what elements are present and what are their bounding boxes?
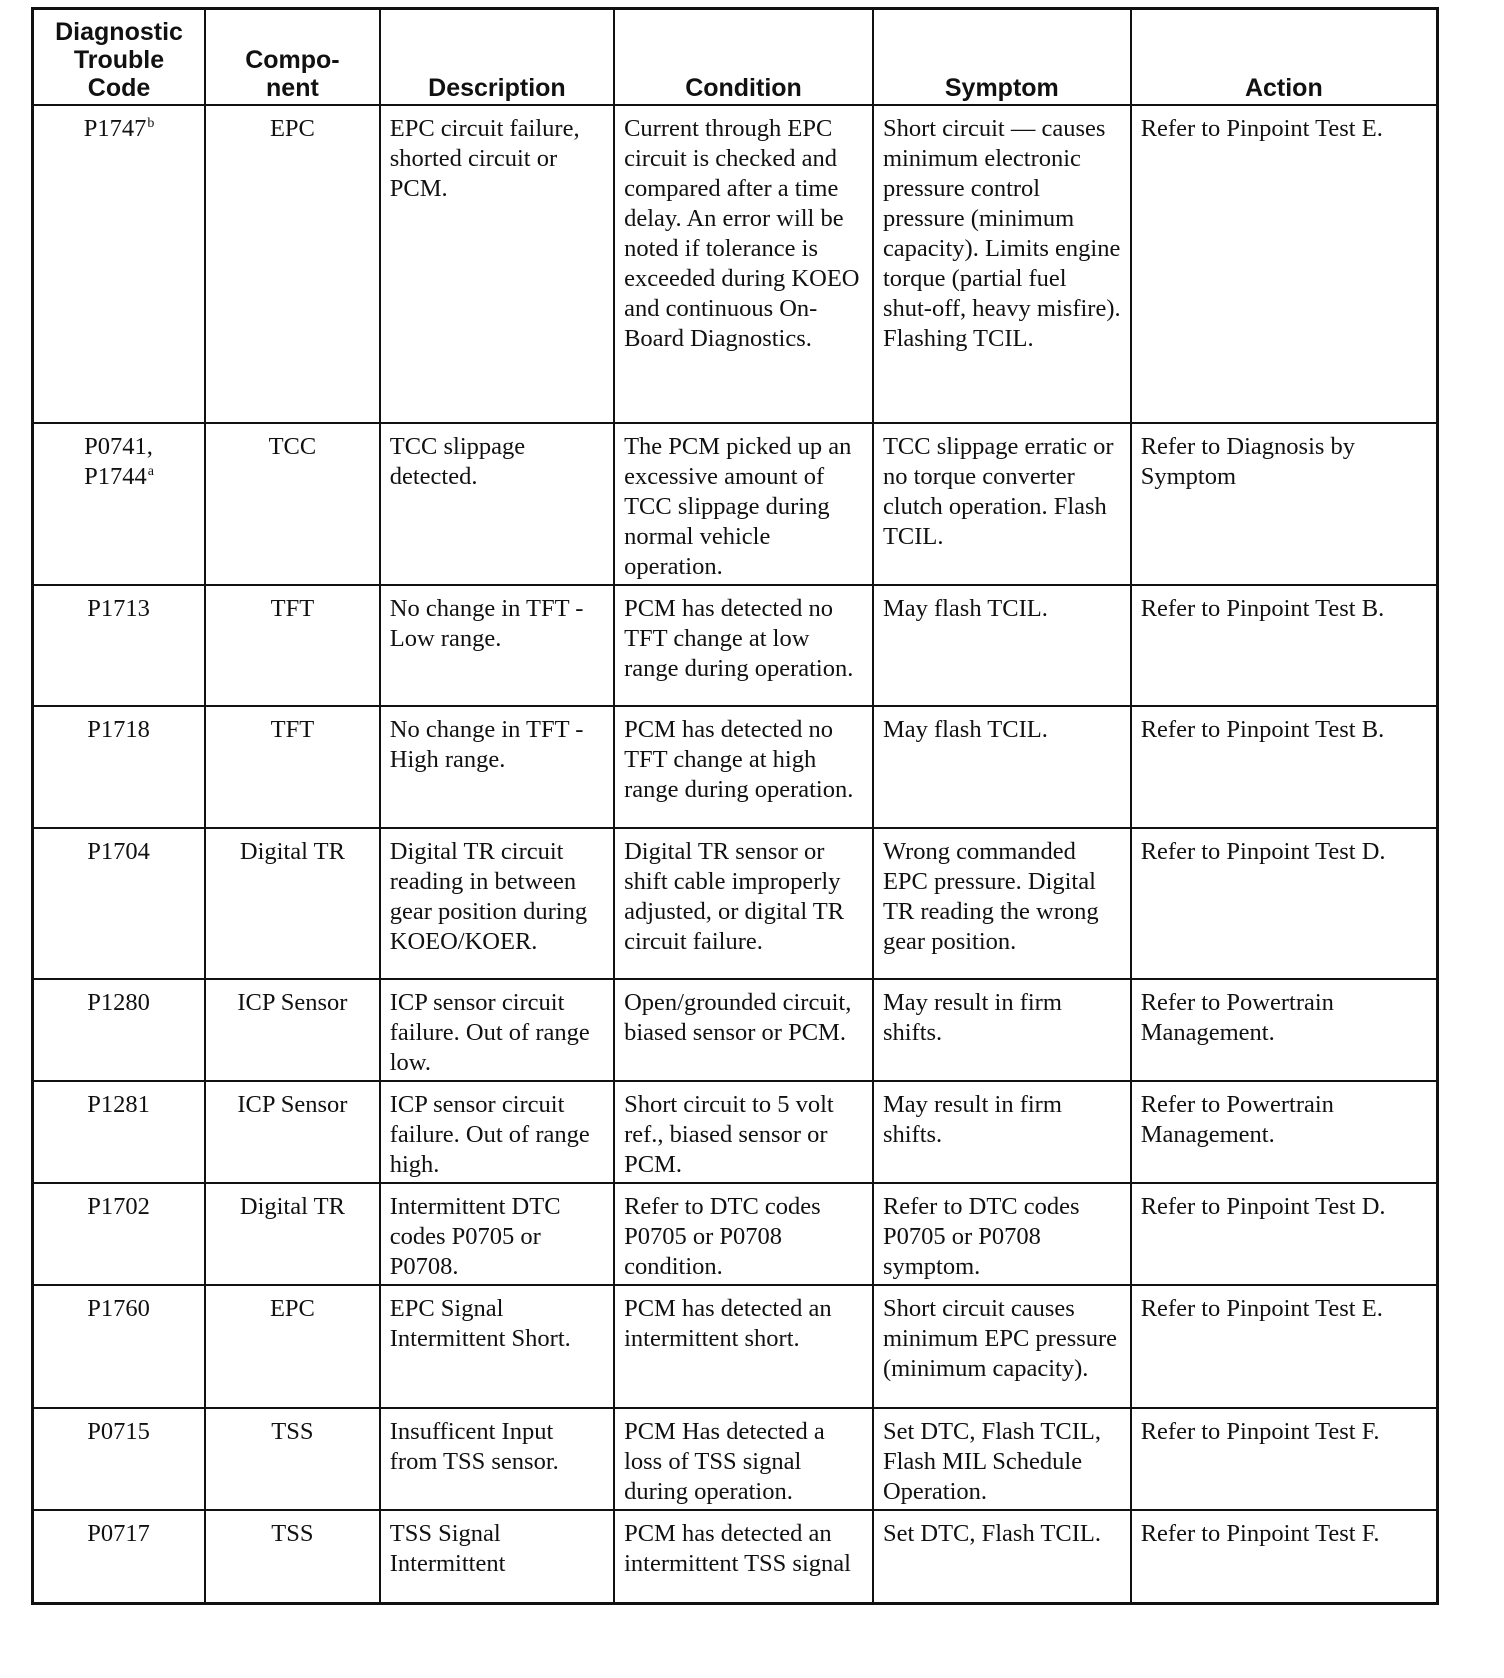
description-cell: ICP sensor circuit failure. Out of range high. — [380, 1081, 614, 1183]
component-cell: ICP Sensor — [205, 1081, 380, 1183]
symptom-cell: Short circuit causes minimum EPC pressure (minimum capacity). — [873, 1285, 1131, 1408]
table-row — [33, 1081, 1438, 1183]
header-symptom: Symptom — [873, 9, 1131, 105]
condition-cell: Current through EPC circuit is checked and compared after a time delay. An error will be noted if tolerance is exceeded during KOEO and continuous On-Board Diagnostics. — [614, 105, 873, 423]
description-cell: Insufficent Input from TSS sensor. — [380, 1408, 614, 1510]
condition-cell: Open/grounded circuit, biased sensor or PCM. — [614, 979, 873, 1081]
description-cell: Intermittent DTC codes P0705 or P0708. — [380, 1183, 614, 1285]
dtc-table — [31, 7, 1439, 1605]
dtc-code-text: P1718 — [87, 715, 150, 743]
dtc-code-secondary — [43, 1549, 195, 1579]
table-row — [33, 1183, 1438, 1285]
component-cell: TCC — [205, 423, 380, 585]
symptom-cell: Set DTC, Flash TCIL, Flash MIL Schedule Operation. — [873, 1408, 1131, 1510]
table-row — [33, 979, 1438, 1081]
dtc-code2-footnote: a — [147, 463, 154, 479]
header-code-line: Diagnostic — [55, 17, 183, 46]
dtc-code-secondary — [43, 867, 195, 897]
condition-cell: PCM has detected an intermittent TSS signal — [614, 1510, 873, 1604]
header-action: Action — [1131, 9, 1438, 105]
symptom-cell: May flash TCIL. — [873, 706, 1131, 828]
table-row — [33, 105, 1438, 423]
description-cell: TCC slippage detected. — [380, 423, 614, 585]
dtc-code-secondary — [43, 745, 195, 775]
dtc-code-cell — [33, 1183, 206, 1285]
condition-cell: Digital TR sensor or shift cable improperly adjusted, or digital TR circuit failure. — [614, 828, 873, 979]
dtc-code-text: P0717 — [87, 1519, 150, 1547]
dtc-code-cell — [33, 1285, 206, 1408]
dtc-code-secondary — [43, 1447, 195, 1477]
dtc-code-secondary — [43, 144, 195, 174]
table-row — [33, 1408, 1438, 1510]
header-component-line: nent — [266, 73, 319, 102]
description-cell: EPC Signal Intermittent Short. — [380, 1285, 614, 1408]
dtc-code-cell — [33, 1081, 206, 1183]
header-code-line: Trouble — [73, 45, 165, 74]
symptom-cell: May result in firm shifts. — [873, 1081, 1131, 1183]
symptom-cell: May flash TCIL. — [873, 585, 1131, 706]
condition-cell: Short circuit to 5 volt ref., biased sensor or PCM. — [614, 1081, 873, 1183]
symptom-cell: Set DTC, Flash TCIL. — [873, 1510, 1131, 1604]
header-description: Description — [380, 9, 614, 105]
dtc-code-cell — [33, 1510, 206, 1604]
dtc-code — [43, 1417, 195, 1447]
table-row — [33, 585, 1438, 706]
symptom-cell: May result in firm shifts. — [873, 979, 1131, 1081]
component-cell: TFT — [205, 585, 380, 706]
dtc-code — [43, 114, 195, 144]
dtc-code-secondary — [43, 1120, 195, 1150]
symptom-cell: Wrong commanded EPC pressure. Digital TR reading the wrong gear position. — [873, 828, 1131, 979]
description-cell: TSS Signal Intermittent — [380, 1510, 614, 1604]
condition-cell: PCM Has detected a loss of TSS signal during operation. — [614, 1408, 873, 1510]
header-code-line: Code — [87, 73, 151, 102]
condition-cell: PCM has detected no TFT change at low range during operation. — [614, 585, 873, 706]
component-cell: TSS — [205, 1408, 380, 1510]
action-cell: Refer to Pinpoint Test D. — [1131, 1183, 1438, 1285]
action-cell: Refer to Pinpoint Test E. — [1131, 105, 1438, 423]
dtc-code-text: P1760 — [87, 1294, 150, 1322]
header-code — [33, 9, 206, 105]
dtc-code-cell — [33, 105, 206, 423]
action-cell: Refer to Pinpoint Test D. — [1131, 828, 1438, 979]
component-cell: ICP Sensor — [205, 979, 380, 1081]
action-cell: Refer to Powertrain Management. — [1131, 1081, 1438, 1183]
description-cell: Digital TR circuit reading in between gear position during KOEO/KOER. — [380, 828, 614, 979]
dtc-code — [43, 715, 195, 745]
dtc-code-text: P1704 — [87, 837, 150, 865]
action-cell: Refer to Diagnosis by Symptom — [1131, 423, 1438, 585]
action-cell: Refer to Pinpoint Test F. — [1131, 1510, 1438, 1604]
table-body — [33, 105, 1438, 1604]
table-row — [33, 706, 1438, 828]
table-row — [33, 423, 1438, 585]
component-cell: TFT — [205, 706, 380, 828]
dtc-code-cell — [33, 423, 206, 585]
dtc-code-cell — [33, 585, 206, 706]
action-cell: Refer to Powertrain Management. — [1131, 979, 1438, 1081]
dtc-code — [43, 837, 195, 867]
action-cell: Refer to Pinpoint Test E. — [1131, 1285, 1438, 1408]
component-cell: Digital TR — [205, 1183, 380, 1285]
component-cell: TSS — [205, 1510, 380, 1604]
table-row — [33, 1510, 1438, 1604]
header-component — [205, 9, 380, 105]
dtc-code-text: P0741, — [84, 432, 153, 460]
symptom-cell: Short circuit — causes minimum electronic pressure control pressure (minimum capacity). Limits engine torque (partial fuel shut-off, heavy misfire). Flashing TCIL. — [873, 105, 1131, 423]
symptom-cell: Refer to DTC codes P0705 or P0708 symptom. — [873, 1183, 1131, 1285]
condition-cell: The PCM picked up an excessive amount of TCC slippage during normal vehicle operation. — [614, 423, 873, 585]
dtc-code-secondary — [43, 462, 195, 492]
dtc-code-cell — [33, 828, 206, 979]
dtc-code-secondary — [43, 1324, 195, 1354]
action-cell: Refer to Pinpoint Test B. — [1131, 585, 1438, 706]
description-cell: ICP sensor circuit failure. Out of range low. — [380, 979, 614, 1081]
dtc-code — [43, 1294, 195, 1324]
dtc-code-text: P1713 — [87, 594, 150, 622]
symptom-cell: TCC slippage erratic or no torque converter clutch operation. Flash TCIL. — [873, 423, 1131, 585]
dtc-code-secondary — [43, 1018, 195, 1048]
dtc-code-cell — [33, 706, 206, 828]
dtc-code-cell — [33, 1408, 206, 1510]
dtc-code-text: P1747 — [83, 114, 147, 142]
header-condition: Condition — [614, 9, 873, 105]
description-cell: No change in TFT - High range. — [380, 706, 614, 828]
dtc-code-text: P0715 — [87, 1417, 150, 1445]
dtc-code — [43, 1519, 195, 1549]
dtc-code — [43, 1090, 195, 1120]
dtc-code — [43, 432, 195, 462]
dtc-code-text: P1281 — [87, 1090, 150, 1118]
condition-cell: Refer to DTC codes P0705 or P0708 condition. — [614, 1183, 873, 1285]
header-row — [33, 9, 1438, 105]
dtc-code-cell — [33, 979, 206, 1081]
condition-cell: PCM has detected no TFT change at high range during operation. — [614, 706, 873, 828]
dtc-code-secondary — [43, 624, 195, 654]
component-cell: Digital TR — [205, 828, 380, 979]
dtc-code-footnote: b — [147, 115, 155, 131]
dtc-code — [43, 1192, 195, 1222]
dtc-code-text: P1702 — [87, 1192, 150, 1220]
action-cell: Refer to Pinpoint Test B. — [1131, 706, 1438, 828]
dtc-code-text: P1280 — [87, 988, 150, 1016]
action-cell: Refer to Pinpoint Test F. — [1131, 1408, 1438, 1510]
dtc-code2-text: P1744 — [84, 462, 147, 490]
table-row — [33, 828, 1438, 979]
condition-cell: PCM has detected an intermittent short. — [614, 1285, 873, 1408]
dtc-code-secondary — [43, 1222, 195, 1252]
dtc-code — [43, 988, 195, 1018]
description-cell: No change in TFT - Low range. — [380, 585, 614, 706]
component-cell: EPC — [205, 1285, 380, 1408]
table-row — [33, 1285, 1438, 1408]
component-cell: EPC — [205, 105, 380, 423]
dtc-code — [43, 594, 195, 624]
description-cell: EPC circuit failure, shorted circuit or PCM. — [380, 105, 614, 423]
header-component-line: Compo- — [245, 45, 340, 74]
